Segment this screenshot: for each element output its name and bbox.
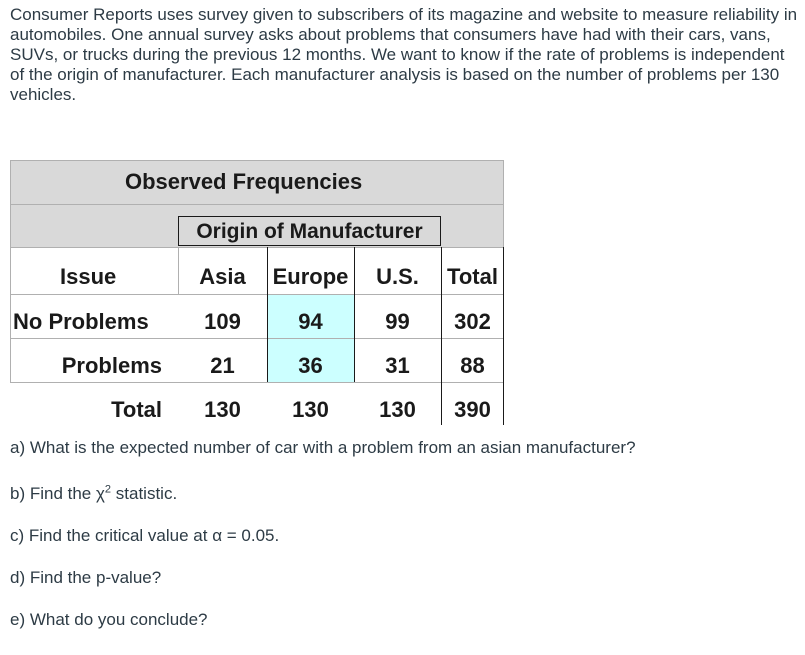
cell-problems-us: 31 [385,353,410,378]
question-d: d) Find the p-value? [10,568,162,587]
cell-problems-europe: 36 [298,353,323,378]
col-header-total: Total [447,264,498,289]
question-c: c) Find the critical value at α = 0.05. [10,526,280,545]
question-b-prefix: b) Find the χ [10,484,105,503]
question-e: e) What do you conclude? [10,610,208,629]
cell-no-problems-europe: 94 [298,309,323,334]
cell-total-us: 130 [379,397,416,422]
col-header-us: U.S. [376,264,419,289]
cell-total-asia: 130 [204,397,241,422]
cell-no-problems-us: 99 [385,309,410,334]
table-title: Observed Frequencies [125,169,363,194]
question-b-superscript: 2 [104,483,112,496]
col-header-europe: Europe [272,264,349,289]
question-b [10,484,177,504]
question-a: a) What is the expected number of car with a problem from an asian manufacturer? [10,438,636,457]
question-b-suffix: statistic. [111,484,178,503]
table-rule [10,204,504,205]
row-label-no-problems: No Problems [13,309,149,334]
row-label-total: Total [111,397,162,422]
table-rule [10,247,504,248]
problem-intro: Consumer Reports uses survey given to subscribers of its magazine and website to measure reliability in automobiles. One annual survey asks about problems that consumers have had with their cars, vans, SUVs, or trucks during the previous 12 months. We want to know if the rate of problems is independent of the origin of manufacturer. Each manufacturer analysis is based on the number of problems per 130 vehicles. [10,5,798,104]
col-header-issue: Issue [60,264,117,289]
col-header-asia: Asia [199,264,246,289]
group-header: Origin of Manufacturer [196,219,423,243]
cell-problems-asia: 21 [210,353,235,378]
cell-total-total: 390 [454,397,491,422]
observed-frequencies-table [10,160,504,430]
cell-total-europe: 130 [292,397,329,422]
cell-problems-total: 88 [460,353,485,378]
cell-no-problems-asia: 109 [204,309,241,334]
row-label-problems: Problems [61,353,162,378]
cell-no-problems-total: 302 [454,309,491,334]
